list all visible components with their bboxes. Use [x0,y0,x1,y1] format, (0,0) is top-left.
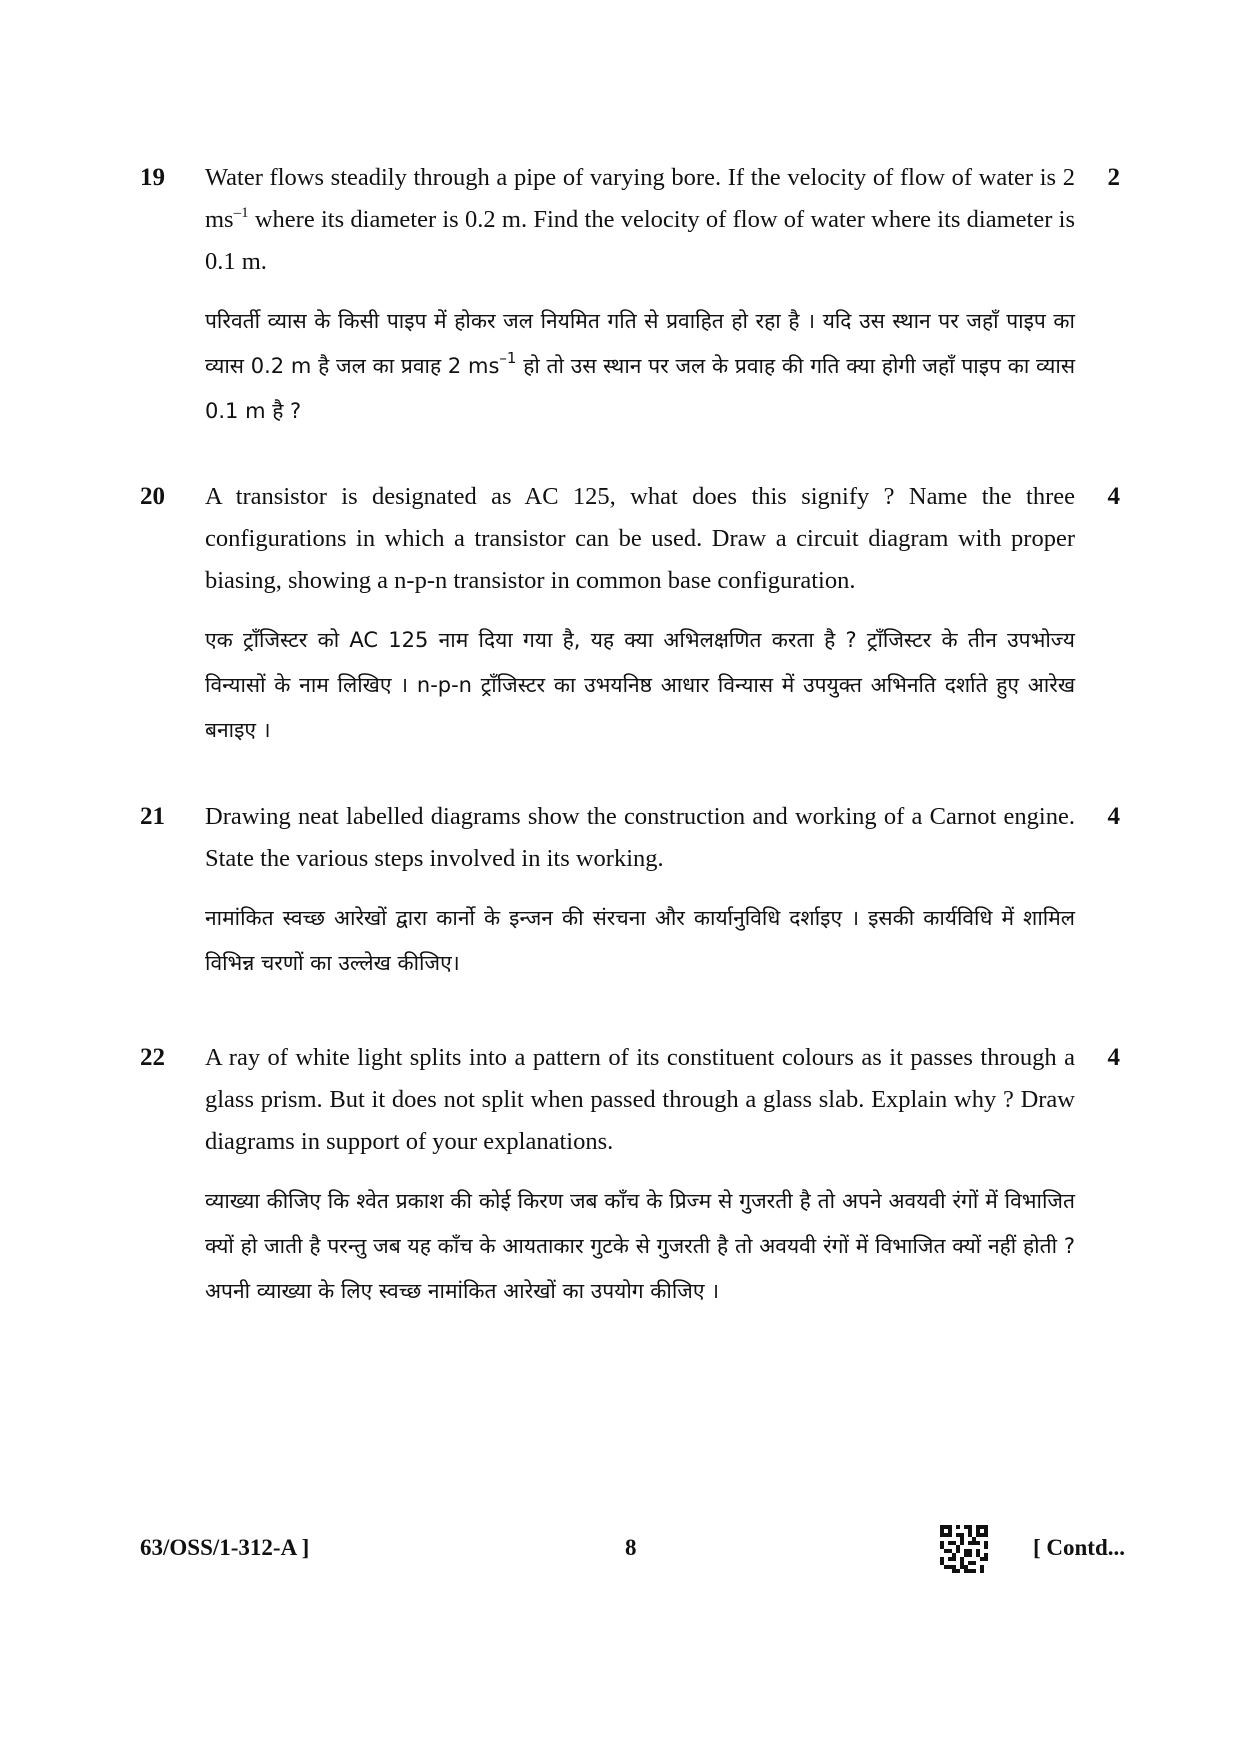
page-number: 8 [625,1535,637,1560]
question-marks: 4 [1107,1044,1120,1071]
question-text-english: A ray of white light splits into a pattern of its constituent colours as it passes through a glass prism. But it does not split when passed through a glass slab. Explain why ? Draw diagrams in support of your explanations. [205,1044,1075,1155]
question-number: 21 [140,803,165,830]
question-number: 20 [140,483,165,510]
question-text-english: Water flows steadily through a pipe of varying bore. If the velocity of flow of water is 2 $ms^{-1}$ where its diameter is 0.2 m. Find the velocity of flow of water where its diameter is 0.1 m. [205,164,1075,275]
question-text-hindi: नामांकित स्वच्छ आरेखों द्वारा कार्नो के इन्जन की संरचना और कार्यानुविधि दर्शाइए । इसकी कार्यविधि में शामिल विभिन्न चरणों का उल्लेख कीजिए। [205,906,1075,975]
question-20 [140,476,1120,753]
question-text-hindi: एक ट्राँजिस्टर को AC 125 नाम दिया गया है, यह क्या अभिलक्षणित करता है ? ट्राँजिस्टर के तीन उपभोज्य विन्यासों के नाम लिखिए । n-p-n ट्राँजिस्टर का उभयनिष्ठ आधार विन्यास में उपयुक्त अभिनति दर्शाते हुए आरेख बनाइए । [205,628,1075,742]
qr-code-icon [940,1525,988,1573]
question-marks: 4 [1107,803,1120,830]
continued-marker: [ Contd... [1032,1535,1125,1560]
page-footer [140,1525,1125,1575]
paper-code: 63/OSS/1-312-A ] [140,1535,310,1560]
question-text-hindi: परिवर्ती व्यास के किसी पाइप में होकर जल नियमित गति से प्रवाहित हो रहा है । यदि उस स्थान पर जहाँ पाइप का व्यास 0.2 m है जल का प्रवाह 2 $ms^{-1}$ हो तो उस स्थान पर जल के प्रवाह की गति क्या होगी जहाँ पाइप का व्यास 0.1 m है ? [205,309,1076,423]
question-number: 22 [140,1044,165,1071]
question-19 [140,157,1120,434]
question-marks: 4 [1107,483,1120,510]
question-text-english: A transistor is designated as AC 125, what does this signify ? Name the three configurations in which a transistor can be used. Draw a circuit diagram with proper biasing, showing a n-p-n transistor in common base configuration. [205,483,1075,594]
question-22 [140,1037,1120,1314]
question-text-english: Drawing neat labelled diagrams show the construction and working of a Carnot engine. State the various steps involved in its working. [205,803,1075,872]
question-number: 19 [140,164,165,191]
question-marks: 2 [1107,164,1120,191]
question-21 [140,796,1120,986]
question-text-hindi: व्याख्या कीजिए कि श्वेत प्रकाश की कोई किरण जब काँच के प्रिज्म से गुजरती है तो अपने अवयवी रंगों में विभाजित क्यों हो जाती है परन्तु जब यह काँच के आयताकार गुटके से गुजरती है तो अवयवी रंगों में विभाजित क्यों नहीं होती ? अपनी व्याख्या के लिए स्वच्छ नामांकित आरेखों का उपयोग कीजिए । [205,1189,1075,1303]
